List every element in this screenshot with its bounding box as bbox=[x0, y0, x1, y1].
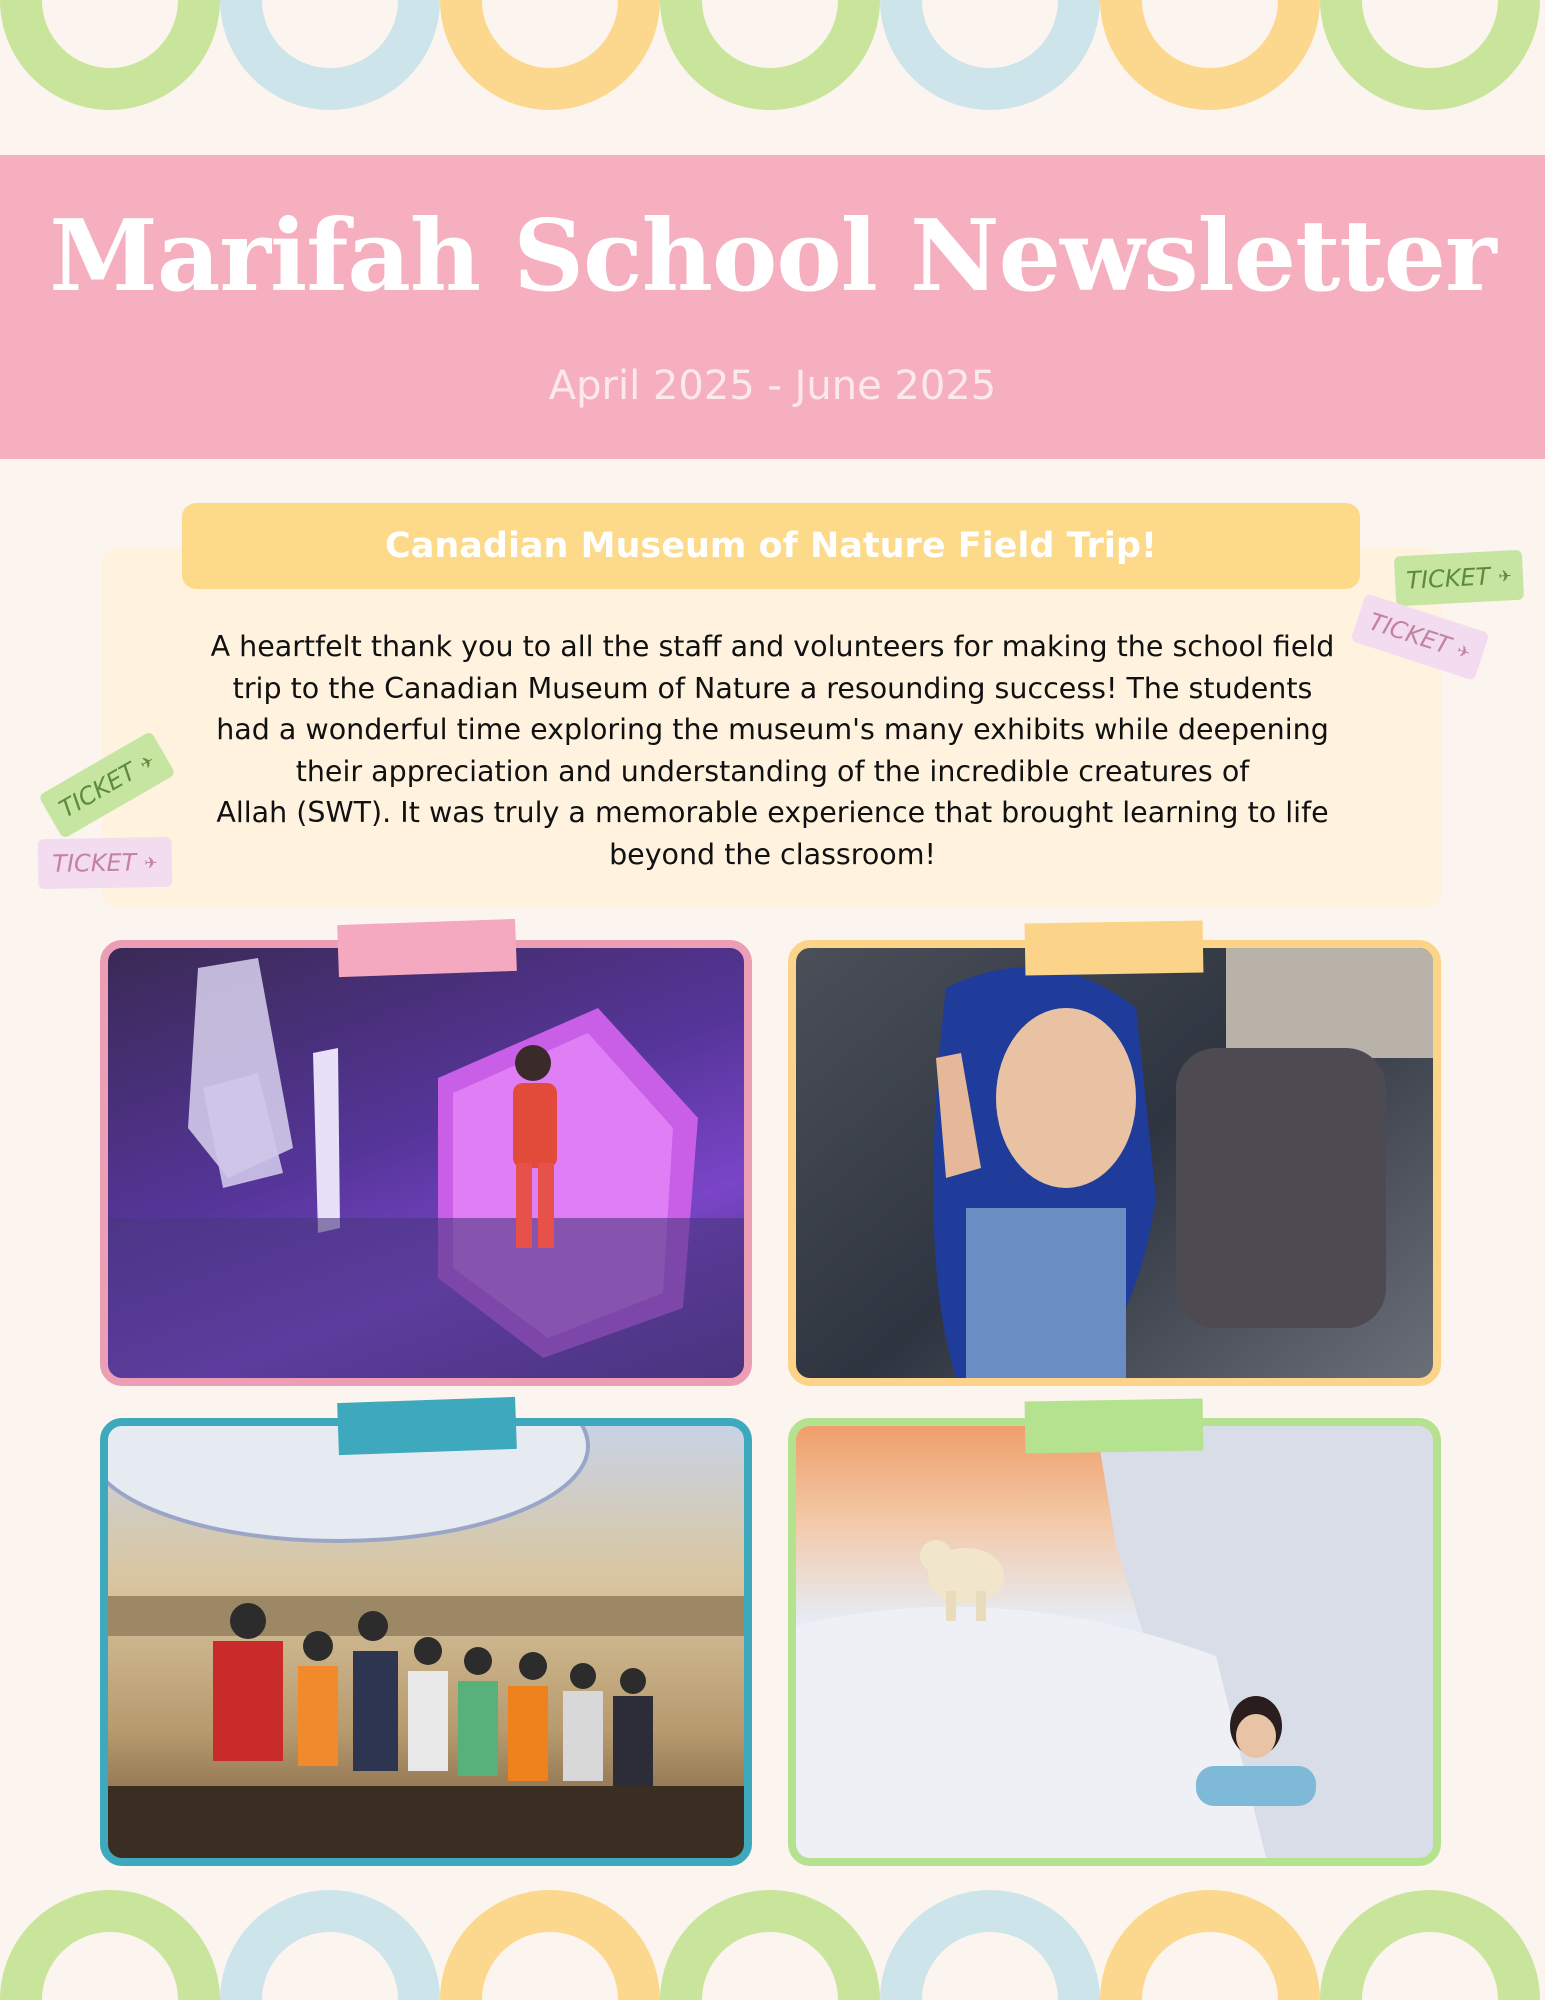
ticket-sticker bbox=[38, 837, 173, 889]
article-heading: Canadian Museum of Nature Field Trip! bbox=[385, 526, 1157, 566]
newsletter-title: Marifah School Newsletter bbox=[49, 199, 1496, 314]
article-line: trip to the Canadian Museum of Nature a resounding success! The students bbox=[232, 671, 1313, 705]
header-banner bbox=[0, 155, 1545, 459]
decorative-ring bbox=[660, 1890, 880, 2000]
article-line: had a wonderful time exploring the museum's many exhibits while deepening bbox=[216, 713, 1329, 746]
ticket-label: TICKET bbox=[52, 848, 137, 878]
washi-tape bbox=[337, 919, 517, 977]
photo-illustration bbox=[108, 1426, 744, 1858]
photo-illustration bbox=[796, 1426, 1433, 1858]
ticket-label: TICKET bbox=[54, 757, 142, 824]
decorative-ring bbox=[1100, 1890, 1320, 2000]
decorative-ring bbox=[220, 1890, 440, 2000]
decorative-ring bbox=[1320, 1890, 1540, 2000]
washi-tape bbox=[1025, 920, 1204, 975]
photo-student-hexagon-exhibit bbox=[100, 940, 752, 1386]
plane-icon: ✈ bbox=[144, 852, 158, 872]
photo-student-bus bbox=[788, 940, 1441, 1386]
plane-icon: ✈ bbox=[1497, 565, 1513, 586]
ticket-label: TICKET bbox=[1405, 562, 1492, 595]
decorative-ring bbox=[880, 0, 1100, 110]
decorative-ring bbox=[440, 0, 660, 110]
decorative-ring bbox=[0, 0, 220, 110]
article-line: their appreciation and understanding of the incredible creatures of bbox=[295, 754, 1250, 788]
decorative-ring bbox=[1100, 0, 1320, 110]
ticket-sticker bbox=[1394, 550, 1524, 607]
photo-illustration bbox=[796, 948, 1433, 1378]
photo-polar-bear-exhibit bbox=[788, 1418, 1441, 1866]
article-heading-pill bbox=[182, 503, 1360, 589]
article-line: A heartfelt thank you to all the staff and volunteers for making the school field bbox=[210, 630, 1335, 663]
washi-tape bbox=[337, 1397, 517, 1455]
decorative-ring bbox=[660, 0, 880, 110]
plane-icon: ✈ bbox=[136, 750, 158, 774]
article-line: Allah (SWT). It was truly a memorable experience that brought learning to life bbox=[216, 796, 1329, 829]
decorative-ring bbox=[880, 1890, 1100, 2000]
bottom-ring-border bbox=[0, 1890, 1545, 2000]
plane-icon: ✈ bbox=[1454, 640, 1474, 663]
article-body bbox=[170, 626, 1375, 875]
top-ring-border bbox=[0, 0, 1545, 110]
decorative-ring bbox=[0, 1890, 220, 2000]
ticket-label: TICKET bbox=[1365, 607, 1455, 660]
decorative-ring bbox=[220, 0, 440, 110]
washi-tape bbox=[1025, 1398, 1204, 1453]
decorative-ring bbox=[1320, 0, 1540, 110]
decorative-ring bbox=[440, 1890, 660, 2000]
date-range: April 2025 - June 2025 bbox=[548, 363, 997, 409]
photo-group-museum-hall bbox=[100, 1418, 752, 1866]
photo-illustration bbox=[108, 948, 744, 1378]
article-line: beyond the classroom! bbox=[609, 837, 936, 871]
